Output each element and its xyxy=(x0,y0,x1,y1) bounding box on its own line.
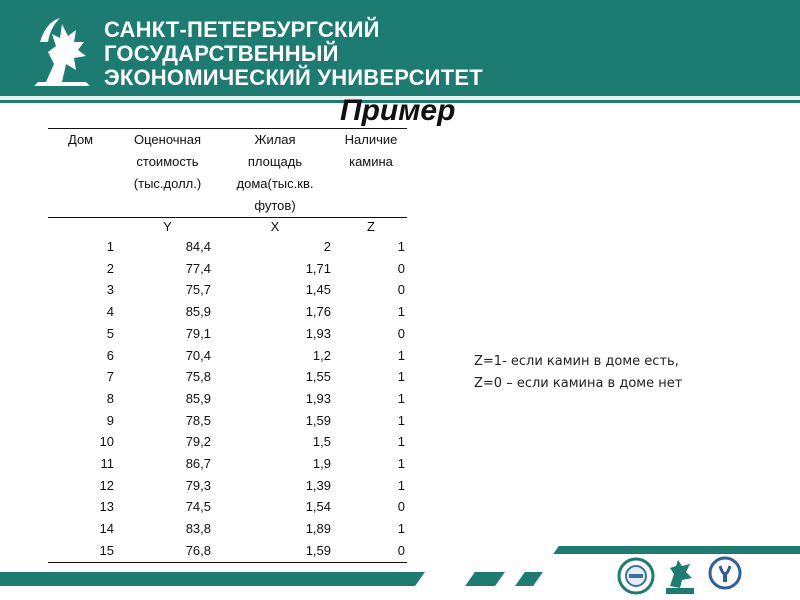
cell-dom: 14 xyxy=(99,521,114,537)
cell-area: 1,93 xyxy=(305,325,331,341)
table-header-row xyxy=(48,129,407,218)
table-row xyxy=(48,236,407,258)
variable-label: Z xyxy=(367,219,375,234)
cell-fireplace: 1 xyxy=(397,347,405,363)
cell-price: 79,2 xyxy=(185,434,211,450)
cell-dom: 9 xyxy=(106,412,114,428)
table-row xyxy=(48,410,407,432)
emblem-logo-icon xyxy=(616,556,656,596)
cell-dom: 15 xyxy=(99,542,114,558)
cell-area: 1,55 xyxy=(305,369,331,385)
cell-area: 1,59 xyxy=(305,542,331,558)
cell-area: 1,5 xyxy=(312,434,331,450)
cell-dom: 4 xyxy=(106,304,114,320)
cell-price: 79,3 xyxy=(185,477,211,493)
cell-price: 75,7 xyxy=(185,282,211,298)
cell-area: 1,9 xyxy=(312,456,331,472)
cell-dom: 3 xyxy=(106,282,114,298)
footer-bar xyxy=(515,572,543,586)
cell-price: 77,4 xyxy=(185,260,211,276)
cell-fireplace: 1 xyxy=(397,390,405,406)
variable-row xyxy=(48,218,407,237)
table-row xyxy=(48,453,407,475)
table-row xyxy=(48,518,407,540)
shield-logo-icon xyxy=(708,556,742,590)
cell-price: 75,8 xyxy=(185,369,211,385)
cell-fireplace: 1 xyxy=(397,477,405,493)
cell-dom: 6 xyxy=(106,347,114,363)
cell-price: 84,4 xyxy=(185,239,211,254)
cell-dom: 11 xyxy=(100,456,114,472)
header-area: Жилая площадь дома(тыс.кв. футов) xyxy=(236,132,314,213)
cell-area: 1,89 xyxy=(305,521,331,537)
table-row xyxy=(48,258,407,280)
table-row xyxy=(48,323,407,345)
header-dom: Дом xyxy=(68,132,94,147)
university-name-line3: ЭКОНОМИЧЕСКИЙ УНИВЕРСИТЕТ xyxy=(104,65,483,90)
table-row xyxy=(48,431,407,453)
cell-price: 79,1 xyxy=(185,325,211,341)
cell-area: 1,39 xyxy=(305,477,331,493)
cell-area: 2 xyxy=(323,239,331,254)
cell-fireplace: 1 xyxy=(397,456,405,472)
university-name xyxy=(104,18,483,90)
cell-dom: 8 xyxy=(106,390,114,406)
griffin-logo-icon xyxy=(26,12,98,90)
footer-bar xyxy=(465,572,505,586)
cell-area: 1,71 xyxy=(305,260,331,276)
cell-area: 1,76 xyxy=(305,304,331,320)
finec-logo-icon xyxy=(662,556,698,598)
cell-price: 85,9 xyxy=(185,390,211,406)
cell-dom: 7 xyxy=(106,369,114,385)
cell-fireplace: 1 xyxy=(397,412,405,428)
table-row xyxy=(48,475,407,497)
cell-price: 85,9 xyxy=(185,304,211,320)
cell-price: 74,5 xyxy=(185,499,211,515)
note-line-2: Z=0 – если камина в доме нет xyxy=(474,376,683,391)
cell-fireplace: 0 xyxy=(397,260,405,276)
table-row xyxy=(48,388,407,410)
cell-fireplace: 0 xyxy=(397,325,405,341)
table-row xyxy=(48,496,407,518)
cell-area: 1,45 xyxy=(305,282,331,298)
table-row xyxy=(48,279,407,301)
cell-fireplace: 0 xyxy=(397,282,405,298)
cell-fireplace: 1 xyxy=(397,434,405,450)
cell-area: 1,2 xyxy=(312,347,331,363)
footer-bar xyxy=(553,546,800,554)
cell-fireplace: 1 xyxy=(397,369,405,385)
cell-price: 70,4 xyxy=(185,347,211,363)
table-row xyxy=(48,301,407,323)
variable-label xyxy=(48,218,120,237)
cell-dom: 5 xyxy=(106,325,114,341)
table-row xyxy=(48,345,407,367)
university-name-line2: ГОСУДАРСТВЕННЫЙ xyxy=(104,41,339,66)
cell-dom: 13 xyxy=(99,499,114,515)
cell-fireplace: 1 xyxy=(397,239,405,254)
cell-fireplace: 1 xyxy=(397,521,405,537)
cell-price: 76,8 xyxy=(185,542,211,558)
cell-area: 1,93 xyxy=(305,390,331,406)
slide-title: Пример xyxy=(340,94,456,127)
table-row xyxy=(48,366,407,388)
variable-label: Y xyxy=(163,219,172,234)
university-name-line1: САНКТ-ПЕТЕРБУРГСКИЙ xyxy=(104,17,380,42)
cell-dom: 12 xyxy=(99,477,114,493)
cell-price: 83,8 xyxy=(185,521,211,537)
cell-price: 78,5 xyxy=(185,412,211,428)
cell-dom: 10 xyxy=(99,434,114,450)
cell-price: 86,7 xyxy=(185,456,211,472)
cell-dom: 2 xyxy=(106,260,114,276)
table-row xyxy=(48,540,407,562)
cell-fireplace: 0 xyxy=(397,499,405,515)
note-line-1: Z=1- если камин в доме есть, xyxy=(474,354,679,369)
header-fireplace: Наличие камина xyxy=(344,132,398,169)
cell-area: 1,59 xyxy=(305,412,331,428)
house-data-table xyxy=(48,128,407,563)
cell-dom: 1 xyxy=(106,239,114,254)
cell-fireplace: 0 xyxy=(397,542,405,558)
header-price: Оценочная стоимость (тыс.долл.) xyxy=(133,132,202,191)
cell-fireplace: 1 xyxy=(397,304,405,320)
cell-area: 1,54 xyxy=(305,499,331,515)
variable-label: X xyxy=(270,219,280,234)
footer-bar xyxy=(0,572,425,586)
